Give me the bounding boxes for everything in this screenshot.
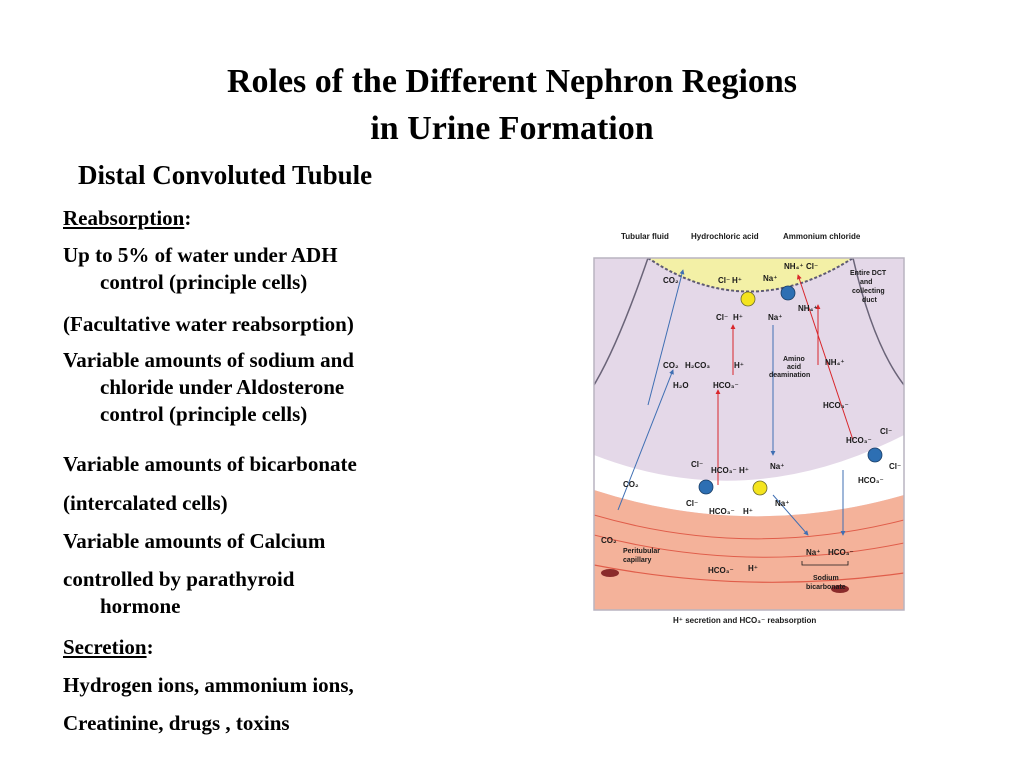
region-label-line-3: collecting: [852, 288, 885, 295]
apical-pump-blue: [781, 286, 795, 300]
amino-label-3: deamination: [769, 372, 811, 379]
diagram-svg: [588, 225, 918, 630]
cell-h2o: H₂O: [673, 381, 689, 390]
reabsorption-colon: :: [184, 206, 192, 230]
cap-hco3: HCO₃⁻: [708, 566, 734, 575]
dct-transport-diagram: [588, 225, 918, 630]
item-line-continued: control (principle cells): [100, 270, 308, 294]
slide-title-line-1: Roles of the Different Nephron Regions: [226, 63, 798, 100]
baso-hco3-right: HCO₃⁻: [858, 476, 884, 485]
cap-co2: CO₂: [601, 536, 617, 545]
item-line: Variable amounts of bicarbonate: [63, 452, 357, 476]
diagram-caption: H⁺ secretion and HCO₃⁻ reabsorption: [673, 616, 817, 625]
section-subtitle: Distal Convoluted Tubule: [78, 160, 373, 190]
cell-co2: CO₂: [663, 361, 679, 370]
secretion-heading: Secretion: [63, 635, 147, 659]
red-cell-left: [601, 569, 619, 577]
cap-peritubular-1: Peritubular: [623, 548, 660, 555]
cell-cl: Cl⁻: [880, 427, 893, 436]
apical-cl: Cl⁻: [716, 313, 729, 322]
reabsorption-item-bicarbonate: [63, 451, 357, 478]
right-pump-blue: [868, 448, 882, 462]
amino-label-2: acid: [787, 364, 802, 371]
baso-h-2: H⁺: [743, 507, 753, 516]
item-line: (intercalated cells): [63, 491, 228, 515]
cell-hco3-b: HCO₃⁻: [823, 401, 849, 410]
baso-co2: CO₂: [623, 480, 639, 489]
lumen-na: Na⁺: [763, 274, 778, 283]
cell-h: H⁺: [734, 361, 744, 370]
reabsorption-item-calcium: [63, 528, 325, 555]
apical-pump-yellow: [741, 292, 755, 306]
secretion-item-drugs: [63, 710, 290, 737]
cap-sodium-bicarbonate-1: Sodium: [813, 575, 839, 582]
item-line-continued: chloride under Aldosterone: [100, 375, 345, 399]
baso-na-2: Na⁺: [775, 499, 790, 508]
label-hydrochloric-acid: Hydrochloric acid: [691, 232, 759, 241]
cap-peritubular-2: capillary: [623, 557, 652, 564]
secretion-colon: :: [146, 635, 154, 659]
reabsorption-heading-line: [63, 205, 191, 232]
region-label-line-2: and: [860, 279, 873, 286]
item-line: Up to 5% of water under ADH: [63, 243, 338, 267]
reabsorption-heading: Reabsorption: [63, 206, 185, 230]
slide-title: [0, 58, 1024, 152]
cap-hco3-b: HCO₃⁻: [828, 548, 854, 557]
item-line: Hydrogen ions, ammonium ions,: [63, 673, 354, 697]
region-label-line-1: Entire DCT: [850, 270, 887, 277]
cap-na: Na⁺: [806, 548, 821, 557]
baso-cl-right: Cl⁻: [889, 462, 902, 471]
lumen-cl-2: Cl⁻: [806, 262, 819, 271]
item-line: Creatinine, drugs , toxins: [63, 711, 290, 735]
slide-title-line-2: in Urine Formation: [370, 110, 654, 147]
lumen-nh4: NH₄⁺: [784, 262, 804, 271]
item-line: Variable amounts of Calcium: [63, 529, 326, 553]
reabsorption-item-sodium: [63, 347, 354, 428]
cap-sodium-bicarbonate-2: bicarbonate: [806, 584, 846, 591]
region-label-line-4: duct: [862, 297, 877, 304]
baso-h: H⁺: [739, 466, 749, 475]
apical-h: H⁺: [733, 313, 743, 322]
apical-nh4: NH₄⁺: [798, 304, 818, 313]
cell-h2co3: H₂CO₃: [685, 361, 711, 370]
secretion-item-ions: [63, 672, 354, 699]
item-line-continued: hormone: [100, 594, 181, 618]
cell-hco3: HCO₃⁻: [713, 381, 739, 390]
baso-hco3: HCO₃⁻: [711, 466, 737, 475]
item-line-continued: control (principle cells): [100, 402, 308, 426]
baso-cl: Cl⁻: [691, 460, 704, 469]
baso-na: Na⁺: [770, 462, 785, 471]
baso-hco3-2: HCO₃⁻: [709, 507, 735, 516]
reabsorption-item-facultative: [63, 311, 354, 338]
label-ammonium-chloride: Ammonium chloride: [783, 232, 861, 241]
basolateral-pump-yellow: [753, 481, 767, 495]
item-line: controlled by parathyroid: [63, 567, 295, 591]
item-line: (Facultative water reabsorption): [63, 312, 354, 336]
lumen-cl: Cl⁻: [718, 276, 731, 285]
lumen-co2: CO₂: [663, 276, 679, 285]
label-tubular-fluid: Tubular fluid: [621, 232, 669, 241]
basolateral-pump-blue: [699, 480, 713, 494]
reabsorption-item-intercalated: [63, 490, 228, 517]
reabsorption-item-water: [63, 242, 338, 296]
baso-cl-2: Cl⁻: [686, 499, 699, 508]
item-line: Variable amounts of sodium and: [63, 348, 354, 372]
reabsorption-item-parathyroid: [63, 566, 294, 620]
amino-label-1: Amino: [783, 356, 805, 363]
cell-hco3-c: HCO₃⁻: [846, 436, 872, 445]
secretion-heading-line: [63, 634, 154, 661]
apical-na: Na⁺: [768, 313, 783, 322]
cell-nh4: NH₄⁺: [825, 358, 845, 367]
lumen-h: H⁺: [732, 276, 742, 285]
cap-h: H⁺: [748, 564, 758, 573]
